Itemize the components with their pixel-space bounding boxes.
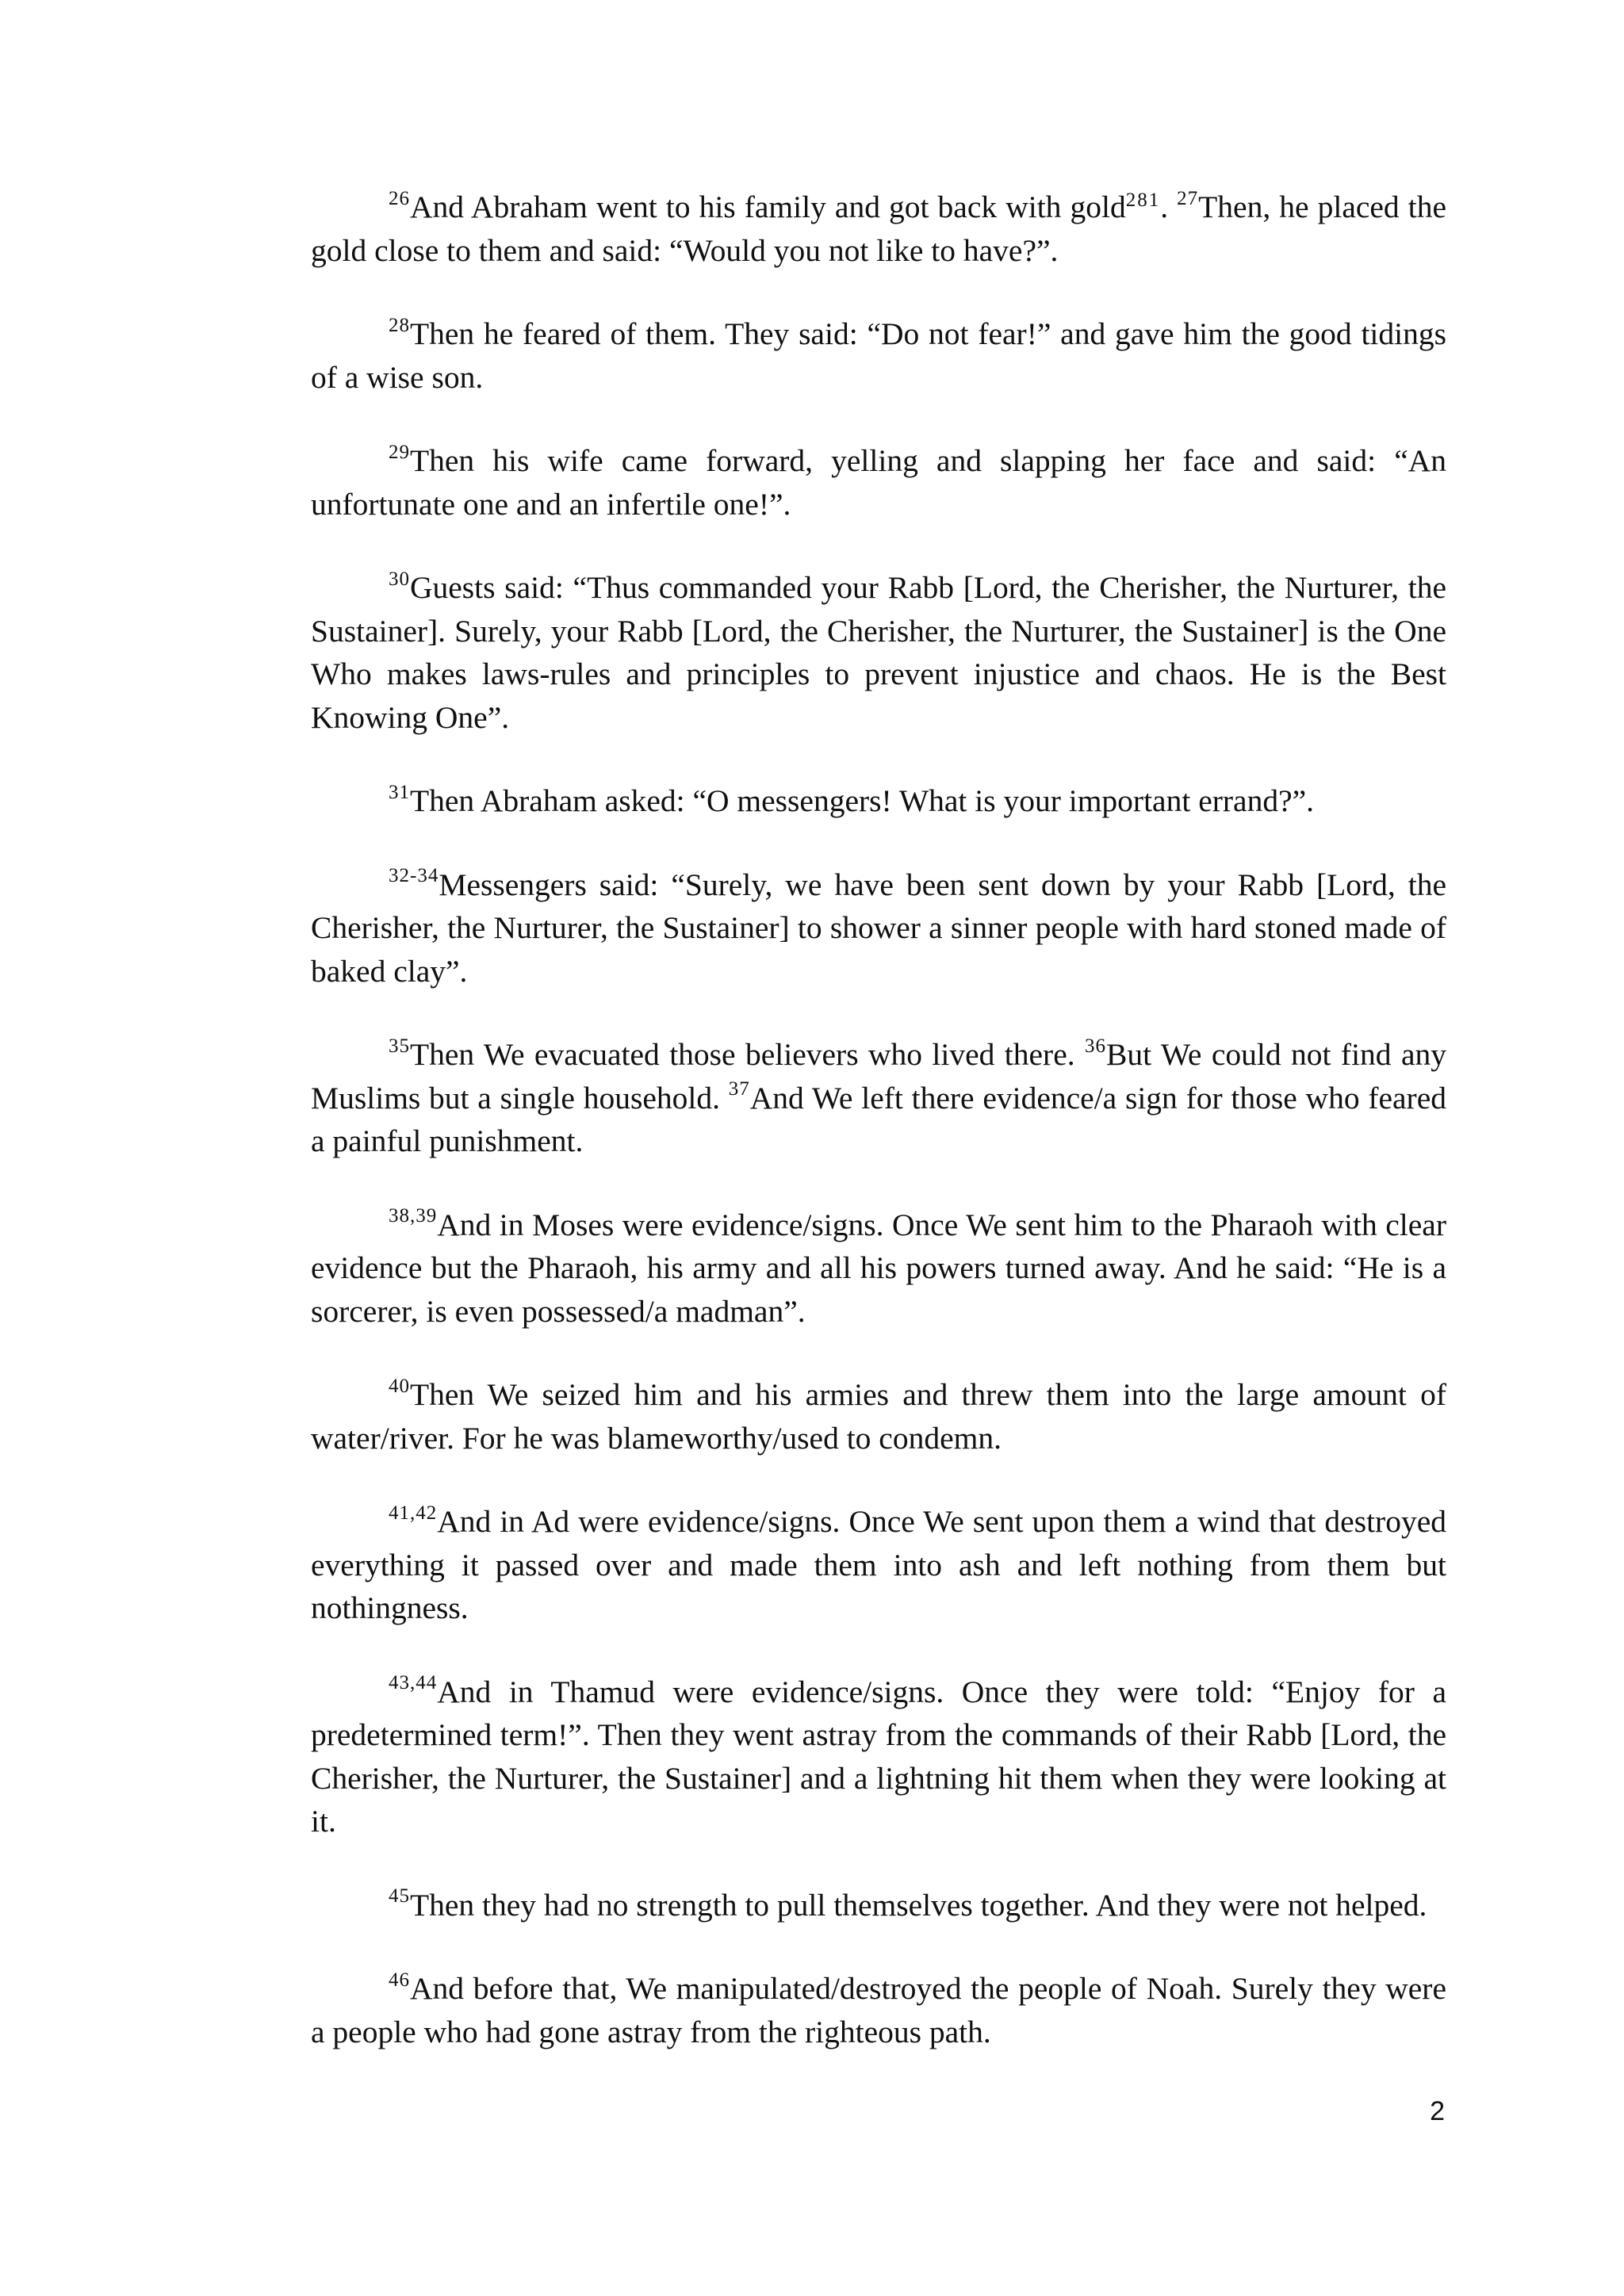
paragraph-text: And in Thamud were evidence/signs. Once they were told: “Enjoy for a predetermined term!”. Then they went astray from the commands of their Rabb [Lord, the Cherisher, the Nurturer, the Sustainer] and a lightning hit them when they were looking at it. <box>311 1674 1446 1839</box>
verse-number: 38,39 <box>389 1205 438 1227</box>
verse-number: 37 <box>728 1078 750 1100</box>
paragraph-text: Messengers said: “Surely, we have been sent down by your Rabb [Lord, the Cherisher, the Nurturer, the Sustainer] to shower a sinner people with hard stoned made of baked clay”. <box>311 867 1446 989</box>
verse-number: 28 <box>389 314 410 336</box>
verse-number: 36 <box>1085 1035 1107 1057</box>
paragraph-text: Then his wife came forward, yelling and slapping her face and said: “An unfortunate one and an infertile one!”. <box>311 443 1446 522</box>
verse-number: 45 <box>389 1885 410 1908</box>
paragraph-text: And in Ad were evidence/signs. Once We sent upon them a wind that destroyed everything it passed over and made them into ash and left nothing from them but nothingness. <box>311 1504 1446 1625</box>
paragraph <box>311 312 1446 399</box>
paragraph-text: Then, he placed the gold close to them and said: “Would you not like to have?”. <box>311 189 1446 268</box>
paragraph-text: And before that, We manipulated/destroyed the people of Noah. Surely they were a people who had gone astray from the righteous path. <box>311 1971 1446 2049</box>
paragraph <box>311 1500 1446 1630</box>
verse-number: 41,42 <box>389 1502 438 1524</box>
paragraph <box>311 1373 1446 1460</box>
paragraph-text: And We left there evidence/a sign for those who feared a painful punishment. <box>311 1080 1446 1158</box>
paragraph <box>311 566 1446 739</box>
footnote-marker: 281 <box>1125 189 1161 211</box>
paragraph <box>311 779 1446 823</box>
verse-number: 43,44 <box>389 1672 438 1694</box>
verse-number: 26 <box>389 187 410 209</box>
paragraph <box>311 1033 1446 1163</box>
paragraph <box>311 863 1446 993</box>
document-body <box>311 186 1446 2094</box>
verse-number: 30 <box>389 568 410 590</box>
verse-number: 35 <box>389 1035 410 1057</box>
verse-number: 40 <box>389 1375 410 1397</box>
paragraph-text: Then he feared of them. They said: “Do not fear!” and gave him the good tidings of a wise son. <box>311 316 1446 395</box>
paragraph <box>311 1203 1446 1334</box>
paragraph-text: . <box>1160 189 1178 224</box>
paragraph-text: Then We seized him and his armies and threw them into the large amount of water/river. For he was blameworthy/used to condemn. <box>311 1377 1446 1456</box>
paragraph-text: Guests said: “Thus commanded your Rabb [Lord, the Cherisher, the Nurturer, the Sustainer]. Surely, your Rabb [Lord, the Cherisher, the Nurturer, the Sustainer] is the One Who makes laws-rules and principles to prevent injustice and chaos. He is the Best Knowing One”. <box>311 570 1446 735</box>
paragraph <box>311 186 1446 272</box>
paragraph <box>311 1670 1446 1843</box>
paragraph <box>311 1884 1446 1927</box>
paragraph-text: Then We evacuated those believers who lived there. <box>410 1037 1086 1072</box>
paragraph-text: Then they had no strength to pull themselves together. And they were not helped. <box>410 1887 1427 1923</box>
paragraph-text: And Abraham went to his family and got back with gold <box>410 189 1126 224</box>
verse-number: 31 <box>389 781 410 803</box>
page-number: 2 <box>1430 2096 1445 2126</box>
verse-number: 32-34 <box>389 865 439 887</box>
paragraph <box>311 439 1446 526</box>
verse-number: 27 <box>1177 187 1199 209</box>
verse-number: 29 <box>389 441 410 463</box>
paragraph-text: And in Moses were evidence/signs. Once We sent him to the Pharaoh with clear evidence but the Pharaoh, his army and all his powers turned away. And he said: “He is a sorcerer, is even possessed/a madman”. <box>311 1207 1446 1329</box>
paragraph-text: Then Abraham asked: “O messengers! What is your important errand?”. <box>410 783 1315 818</box>
paragraph <box>311 1967 1446 2053</box>
paragraph-text: But We could not find any Muslims but a single household. <box>311 1037 1446 1115</box>
verse-number: 46 <box>389 1969 410 1991</box>
